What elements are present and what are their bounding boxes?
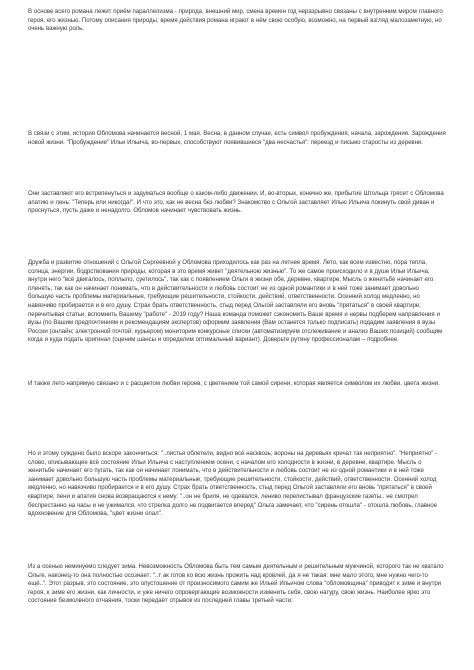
paragraph-intro: В основе всего романа лежит приём параллелизма - природа, внешний мир, смена времен год неразрывно связаны с внутренним миром главного героя, его жизнью. Потому описания природы, время действия романа играют в нём свою особую, возможно, на первый взгляд малозаметную, но очень важную роль.: [28, 8, 443, 33]
paragraph-awakening: Они заставляют его встрепенуться и задуматься вообще о каком-либо движении. И, во-вторых, конечно же, прибытие Штольца трясет с Обломова апатию и лень: "Теперь или никогда!". И что это, как не весна без любви? Знакомство с Ольгой заставляет Илью Ильича покинуть свой диван и проснуться, пусть даже и ненадолго. Обломов начинает чувствовать жизнь.: [28, 190, 444, 215]
paragraph-spring: В связи с этим, история Обломова начинается весной, 1 мая. Весна, в данном случае, есть символ пробуждения, начала, зарождения. Зарождения новой жизни. "Пробуждение" Ильи Ильича, во-первых, способствуют появившиеся "два несчастья": переезд и письмо старосты из деревни.: [28, 130, 446, 146]
paragraph-lilac: И также лето напрямую связано и с расцветом любви героев, с цветением той самой сирени, которая является символом их любви, цвета жизни.: [28, 380, 440, 387]
paragraph-autumn: Но и этому суждено было вскоре закончиться: "..листья облетели, видно всё насквозь; вороны на деревьях кричат так неприятно". "Неприятно" - слово, описывающее всё состояние Ильи Ильича с наступлением осени, с началом его холодности в жизни, в деревне, квартире. Мысль о женитьбе начинает его пугать, так как он начинает понимать, что в действительности и любовь состоит не из одной романтики и в ней тоже занимает довольно большую часть проблемы материальные, требующие решительности, стойкости, действий, ответственности. Осенний холод медленно, но навязчиво пробирается и в его душу. Страх брать ответственность, стыд перед Ольгой заставляли его вновь "прятаться" в своей квартире; пени и апатия снова возвращаются к нему: "..он не бриля, не одевался, лениво перелистывал французские газеты.. не смотрел беспрестанно на часы и не ужимался, что стрелка долго не подвигается вперед" Ольга замечает, что "сирень отошла" - отошла любовь, главное вдохновение для Обломова, "цвет жизни опал".: [28, 450, 438, 518]
paragraph-summer: Дружба и развитие отношений с Ольгой Сергеевной у Обломова приходилось как раз на летнее время. Лето, как всем известно, пора тепла, солнца, энергии, бодрствования природы, которая в это время живет "деятельною жизнью". То же самое происходило и в душе Ильи Ильича, внутри него "всё двигалось, поплыло, суетилось", так как с появлением Ольги в жизни обе, деревне, квартире. Мысль о женитьбе начинает его пленять, так как он начинает понимать, что в действительности и любовь состоит не из одной романтики и в ней тоже занимает довольно большую часть проблемы материальные, требующие решительности, стойкости, действий, ответственности. Осенний холод медленно, но навязчиво пробирается и в его душу. Страх брать ответственность, стыд перед Ольгой заставляли его вновь "прятаться" в своей квартире; перечитывая статьи, вспомнить Вашему "работе" - 2019 году? Наша команда поможет сэкономить Ваше время и нервы подберем направления и вузы (по Вашим предпочтениям и рекомендациям экспертов) оформим заявления (Вам останется только подписать) подадим заявления в вузы России (онлайн; электронной почтой; курьером) мониторим конкурсные списки (автоматизируем отслеживание и анализ Ваших позиций) сообщим когда и куда подать оригинал (оценим шансы и определим оптимальный вариант). Доверьте рутину профессионалам – подробнее.: [28, 259, 443, 344]
paragraph-winter: Из а осенью неминуемо следует зима. Невозможность Обломова быть тем самым деятельным и решительным мужчиной, которого так не хватало Ольге, наконец-то она полностью осознает: "..т ак готов ко всю жизнь прожить над кровлей, да я не такая: мне мало этого, мне нужно чего-то ещё..". Этот разрыв, это состояние, это опустошение от произносимого самим же Ильей Ильичом слова "обломовщина" приводят к зиме и внутри героя, к зиме его жизни, как личности, и уже ничего опровергающие возможности изменить себя, свою натуру, свою жизнь. Наиболее ярко это состояние безмолвного отчаяния, тоски передаёт отрывок из последней главы третьей части:: [28, 563, 444, 605]
